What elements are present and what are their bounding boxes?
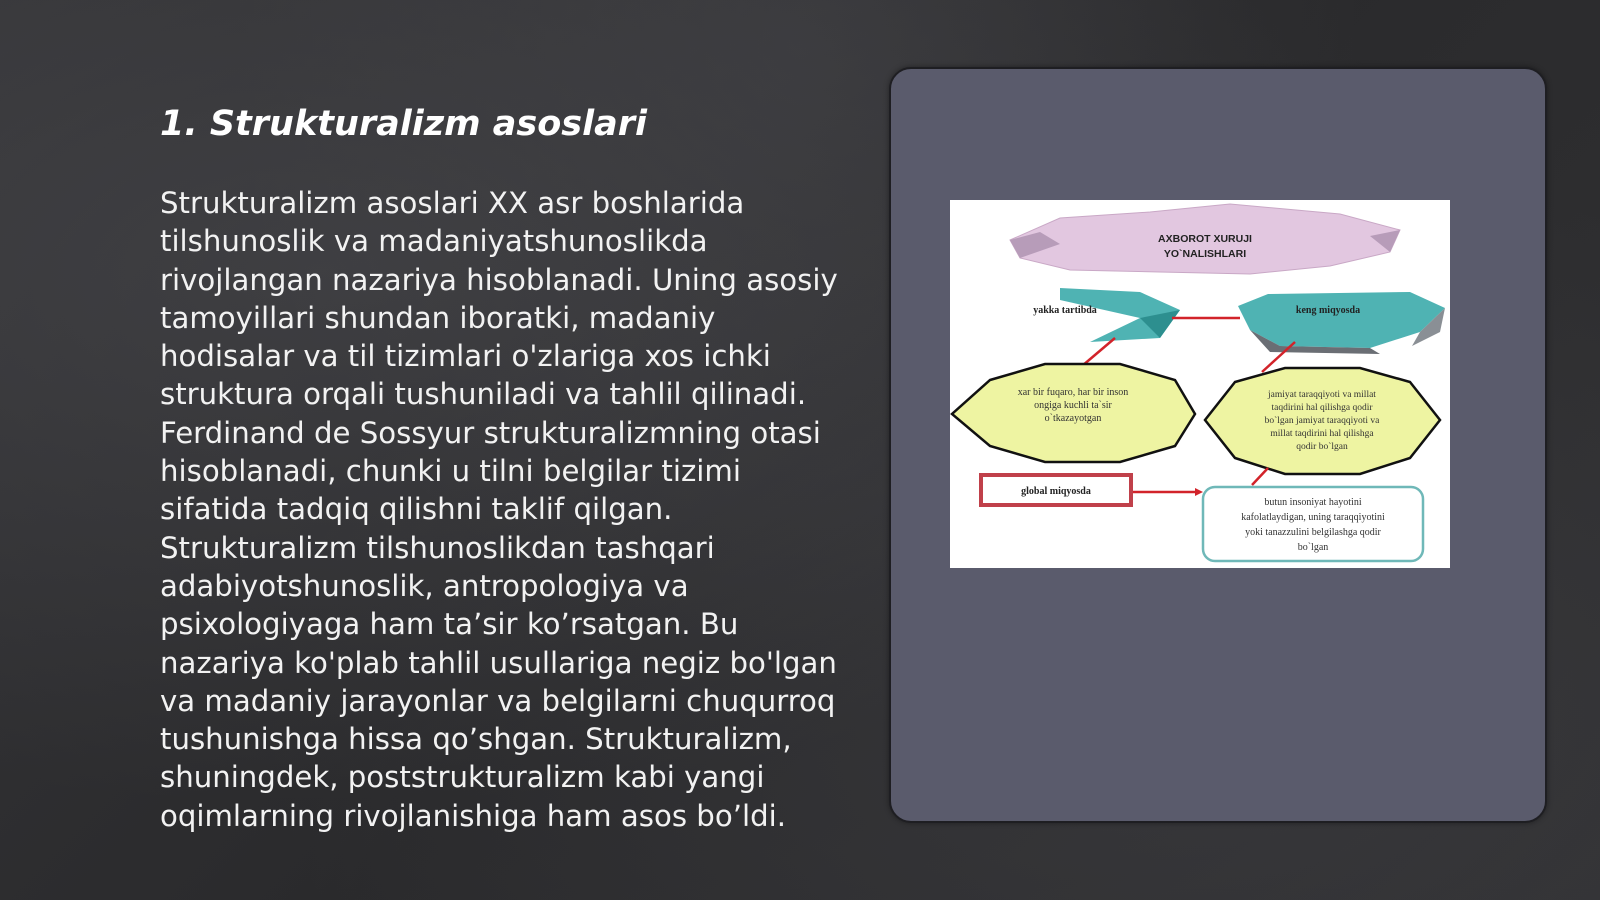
right-node-line-5: qodir bo`lgan xyxy=(1296,442,1348,452)
right-node xyxy=(1205,368,1440,474)
left-label: yakka tartibda xyxy=(1033,305,1097,316)
right-label: keng miqyosda xyxy=(1295,305,1361,316)
left-node-line-3: o`tkazayotgan xyxy=(1044,413,1102,424)
left-node-line-1: xar bir fuqaro, har bir inson xyxy=(1017,387,1129,398)
header-line-1: AXBOROT XURUJI xyxy=(1158,233,1252,245)
slide-body-text: Strukturalizm asoslari XX asr boshlarida tilshunoslik va madaniyatshunoslikda rivojlangan nazariya hisoblanadi. Uning asosiy tamoyillari shundan iboratki, madaniy hodisalar va til tizimlari o'zlariga xos ichki struktura orqali tushuniladi va tahlil qilinadi. Ferdinand de Sossyur strukturalizmning otasi hisoblanadi, chunki u tilni belgilar tizimi sifatida tadqiq qilishni taklif qilgan. Strukturalizm tilshunoslikdan tashqari adabiyotshunoslik, antropologiya va psixologiyaga ham ta’sir ko’rsatgan. Bu nazariya ko'plab tahlil usullariga negiz bo'lgan va madaniy jarayonlar va belgilarni chuqurroq tushunishga hissa qo’shgan. Strukturalizm, shuningdek, poststrukturalizm kabi yangi oqimlarning rivojlanishiga ham asos bo’ldi. xyxy=(160,186,838,833)
left-node-line-2: ongiga kuchli ta`sir xyxy=(1034,400,1112,411)
header-line-2: YO`NALISHLARI xyxy=(1163,248,1247,260)
bottom-node xyxy=(1203,487,1423,561)
right-node-line-2: taqdirini hal qilishga qodir xyxy=(1271,403,1373,413)
global-label: global miqyosda xyxy=(1021,486,1091,497)
right-node-line-4: millat taqdirini hal qilishga xyxy=(1270,429,1374,439)
right-node-line-3: bo`lgan jamiyat taraqqiyoti va xyxy=(1264,416,1380,426)
global-box xyxy=(981,475,1131,505)
slide-title: 1. Strukturalizm asoslari xyxy=(160,104,647,144)
bottom-node-line-3: yoki tanazzulini belgilashga qodir xyxy=(1245,527,1381,538)
left-arrow-shape xyxy=(1033,288,1180,342)
right-node-line-1: jamiyat taraqqiyoti va millat xyxy=(1268,390,1376,400)
bottom-node-line-2: kafolatlaydigan, uning taraqqiyotini xyxy=(1241,512,1385,523)
right-box-shape xyxy=(1238,292,1445,354)
header-banner xyxy=(1010,204,1400,274)
diagram-image xyxy=(950,200,1450,568)
left-node xyxy=(952,364,1195,462)
bottom-node-line-4: bo`lgan xyxy=(1297,542,1329,553)
bottom-node-line-1: butun insoniyat hayotini xyxy=(1264,497,1362,508)
